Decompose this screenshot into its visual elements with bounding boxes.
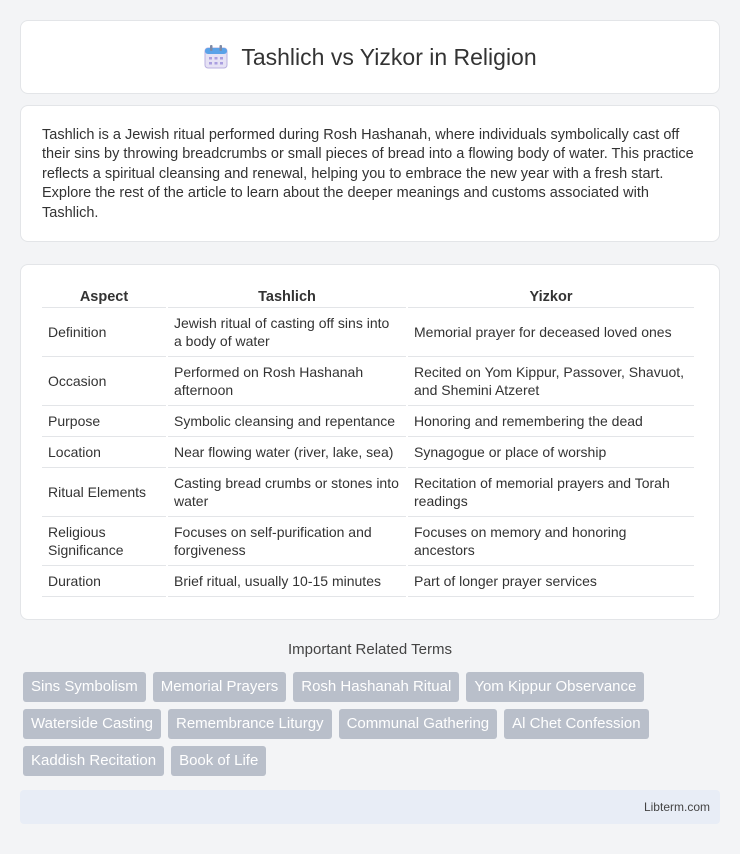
row-tashlich: Jewish ritual of casting off sins into a body of water (168, 308, 406, 357)
row-tashlich: Focuses on self-purification and forgiveness (168, 517, 406, 566)
row-aspect: Duration (42, 566, 166, 597)
header-yizkor: Yizkor (408, 285, 694, 308)
row-yizkor: Memorial prayer for deceased loved ones (408, 308, 694, 357)
header-tashlich: Tashlich (168, 285, 406, 308)
page-title: Tashlich vs Yizkor in Religion (241, 43, 537, 70)
tag-sins-symbolism[interactable]: Sins Symbolism (23, 672, 146, 702)
footer (20, 790, 720, 824)
header-aspect: Aspect (42, 285, 166, 308)
row-tashlich: Casting bread crumbs or stones into water (168, 468, 406, 517)
tag-rosh-hashanah-ritual[interactable]: Rosh Hashanah Ritual (293, 672, 459, 702)
tag-al-chet-confession[interactable]: Al Chet Confession (504, 709, 648, 739)
table-row (42, 308, 694, 357)
table-row (42, 437, 694, 468)
table-header-row (42, 285, 694, 308)
tag-waterside-casting[interactable]: Waterside Casting (23, 709, 161, 739)
row-yizkor: Focuses on memory and honoring ancestors (408, 517, 694, 566)
table-row (42, 357, 694, 406)
row-yizkor: Synagogue or place of worship (408, 437, 694, 468)
row-aspect: Location (42, 437, 166, 468)
tag-remembrance-liturgy[interactable]: Remembrance Liturgy (168, 709, 332, 739)
title-card (20, 20, 720, 94)
tag-book-of-life[interactable]: Book of Life (171, 746, 266, 776)
row-aspect: Purpose (42, 406, 166, 437)
row-yizkor: Recited on Yom Kippur, Passover, Shavuot, and Shemini Atzeret (408, 357, 694, 406)
calendar-icon (203, 44, 229, 70)
row-aspect: Ritual Elements (42, 468, 166, 517)
related-tags (23, 672, 703, 776)
row-yizkor: Honoring and remembering the dead (408, 406, 694, 437)
table-row (42, 406, 694, 437)
tag-communal-gathering[interactable]: Communal Gathering (339, 709, 498, 739)
table-row (42, 566, 694, 597)
row-aspect: Occasion (42, 357, 166, 406)
comparison-table-card (20, 264, 720, 620)
footer-site-link[interactable]: Libterm.com (643, 800, 710, 814)
tag-kaddish-recitation[interactable]: Kaddish Recitation (23, 746, 164, 776)
row-yizkor: Part of longer prayer services (408, 566, 694, 597)
intro-card (20, 105, 720, 242)
row-tashlich: Symbolic cleansing and repentance (168, 406, 406, 437)
table-row (42, 468, 694, 517)
row-tashlich: Performed on Rosh Hashanah afternoon (168, 357, 406, 406)
intro-text: Tashlich is a Jewish ritual performed during Rosh Hashanah, where individuals symbolically cast off their sins by throwing breadcrumbs or small pieces of bread into a flowing body of water. This practice reflects a spiritual cleansing and renewal, helping you to embrace the new year with a fresh start. Explore the rest of the article to learn about the deeper meanings and customs associated with Tashlich. (42, 127, 694, 221)
row-tashlich: Near flowing water (river, lake, sea) (168, 437, 406, 468)
comparison-table (40, 285, 696, 597)
row-aspect: Definition (42, 308, 166, 357)
related-terms-title: Important Related Terms (288, 641, 452, 658)
tag-yom-kippur-observance[interactable]: Yom Kippur Observance (466, 672, 644, 702)
row-yizkor: Recitation of memorial prayers and Torah readings (408, 468, 694, 517)
tag-memorial-prayers[interactable]: Memorial Prayers (153, 672, 287, 702)
table-row (42, 517, 694, 566)
row-aspect: Religious Significance (42, 517, 166, 566)
row-tashlich: Brief ritual, usually 10-15 minutes (168, 566, 406, 597)
